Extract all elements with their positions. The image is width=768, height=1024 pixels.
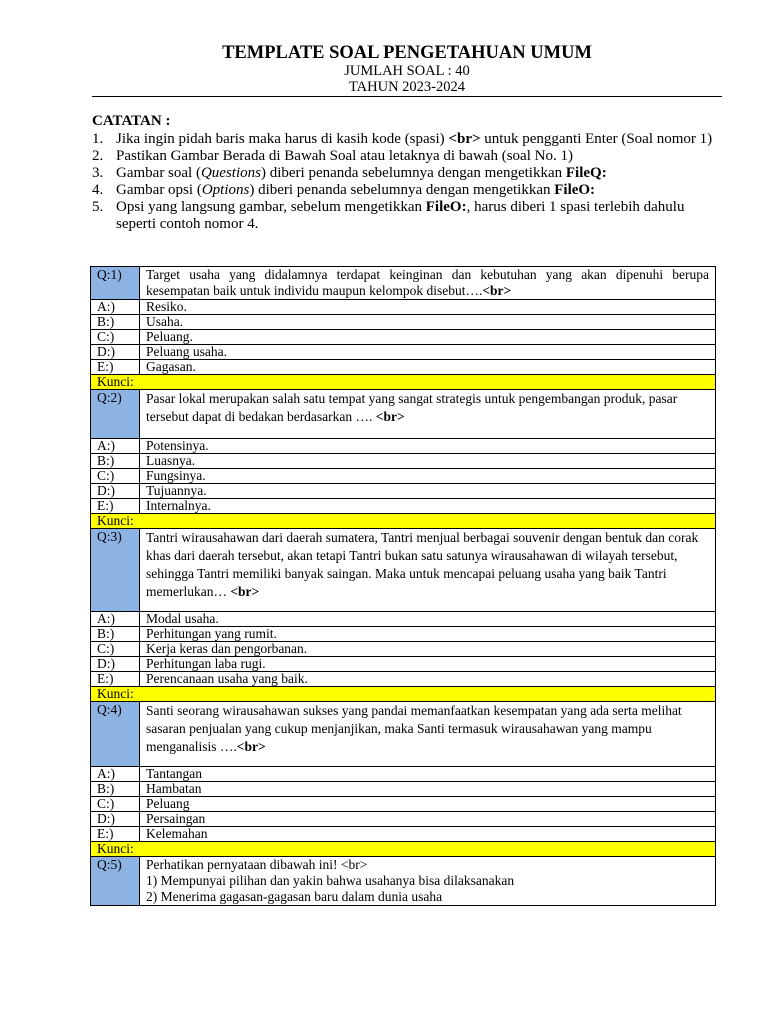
note-number: 3. [92,165,104,181]
option-label: C:) [91,469,140,484]
option-row [91,484,716,499]
note-item [92,165,722,182]
note-number: 4. [92,182,104,198]
option-text: Peluang usaha. [140,345,716,360]
option-label: C:) [91,797,140,812]
answer-key-row [91,842,716,857]
option-text: Tujuannya. [140,484,716,499]
answer-key-row [91,687,716,702]
option-row [91,612,716,627]
note-item [92,148,722,165]
question-label: Q:5) [91,857,140,906]
academic-year: TAHUN 2023-2024 [348,78,466,95]
option-label: E:) [91,827,140,842]
note-number: 1. [92,131,104,147]
option-text: Persaingan [140,812,716,827]
question-row [91,390,716,439]
option-label: D:) [91,657,140,672]
notes-title: CATATAN : [92,113,171,129]
option-text: Potensinya. [140,439,716,454]
note-item [92,131,722,148]
question-label: Q:1) [91,267,140,300]
question-table [90,266,716,906]
option-label: B:) [91,454,140,469]
option-text: Resiko. [140,300,716,315]
option-row [91,657,716,672]
option-row [91,642,716,657]
option-label: B:) [91,627,140,642]
answer-key-label: Kunci: [91,375,716,390]
option-text: Internalnya. [140,499,716,514]
option-label: A:) [91,767,140,782]
note-text: Pastikan Gambar Berada di Bawah Soal atau letaknya di bawah (soal No. 1) [116,148,573,164]
option-label: A:) [91,300,140,315]
question-row [91,857,716,906]
option-label: A:) [91,612,140,627]
option-text: Peluang. [140,330,716,345]
question-label: Q:3) [91,529,140,612]
question-text: Pasar lokal merupakan salah satu tempat yang sangat strategis untuk pengembangan produk, pasar tersebut dapat di bedakan berdasarkan …. <br> [140,390,716,439]
option-text: Luasnya. [140,454,716,469]
option-row [91,672,716,687]
option-row [91,315,716,330]
note-item [92,182,722,199]
option-row [91,627,716,642]
option-text: Kerja keras dan pengorbanan. [140,642,716,657]
note-number: 5. [92,199,104,215]
document-header [92,42,722,95]
option-text: Gagasan. [140,360,716,375]
option-label: D:) [91,812,140,827]
question-text: Target usaha yang didalamnya terdapat keinginan dan kebutuhan yang akan dipenuhi berupa kesempatan baik untuk individu maupun kelompok disebut….<br> [140,267,716,300]
question-count: JUMLAH SOAL : 40 [344,63,470,79]
option-label: D:) [91,484,140,499]
question-text: Tantri wirausahawan dari daerah sumatera, Tantri menjual berbagai souvenir dengan bentuk dan corak khas dari daerah tersebut, akan tetapi Tantri bukan satu satunya wirausahawan di wilayah tersebut, sehingga Tantri memiliki banyak saingan. Maka untuk mencapai peluang usaha yang baik Tantri memerlukan… <br> [140,529,716,612]
note-text: Gambar soal (Questions) diberi penanda sebelumnya dengan mengetikkan FileQ: [116,165,607,181]
document-title: TEMPLATE SOAL PENGETAHUAN UMUM [222,43,592,63]
option-text: Tantangan [140,767,716,782]
notes-section [92,113,722,233]
option-text: Hambatan [140,782,716,797]
question-text: Perhatikan pernyataan dibawah ini! <br> 1) Mempunyai pilihan dan yakin bahwa usahanya bisa dilaksanakan 2) Menerima gagasan-gagasan baru dalam dunia usaha [140,857,716,906]
option-row [91,330,716,345]
question-row [91,529,716,612]
option-label: E:) [91,672,140,687]
question-label: Q:2) [91,390,140,439]
answer-key-label: Kunci: [91,842,716,857]
note-text: Opsi yang langsung gambar, sebelum mengetikkan FileO:, harus diberi 1 spasi terlebih dahulu seperti contoh nomor 4. [116,199,685,232]
option-label: E:) [91,360,140,375]
option-label: D:) [91,345,140,360]
header-divider [92,96,722,97]
answer-key-label: Kunci: [91,514,716,529]
question-row [91,702,716,767]
option-text: Perencanaan usaha yang baik. [140,672,716,687]
option-text: Kelemahan [140,827,716,842]
option-row [91,345,716,360]
note-text: Gambar opsi (Options) diberi penanda sebelumnya dengan mengetikkan FileO: [116,182,596,198]
option-label: B:) [91,782,140,797]
option-text: Perhitungan yang rumit. [140,627,716,642]
option-text: Modal usaha. [140,612,716,627]
question-row [91,267,716,300]
option-label: C:) [91,642,140,657]
notes-list [92,131,722,233]
answer-key-row [91,375,716,390]
option-label: C:) [91,330,140,345]
option-row [91,499,716,514]
option-text: Fungsinya. [140,469,716,484]
option-row [91,360,716,375]
option-row [91,812,716,827]
note-item [92,199,722,233]
option-label: B:) [91,315,140,330]
option-row [91,797,716,812]
answer-key-label: Kunci: [91,687,716,702]
option-label: A:) [91,439,140,454]
option-text: Perhitungan laba rugi. [140,657,716,672]
note-number: 2. [92,148,104,164]
option-row [91,782,716,797]
option-row [91,300,716,315]
note-text: Jika ingin pidah baris maka harus di kasih kode (spasi) <br> untuk pengganti Enter (Soal nomor 1) [116,131,713,147]
answer-key-row [91,514,716,529]
option-text: Usaha. [140,315,716,330]
option-row [91,827,716,842]
question-text: Santi seorang wirausahawan sukses yang pandai memanfaatkan kesempatan yang ada serta melihat sasaran penjualan yang cukup menjanjikan, maka Santi termasuk wirausahawan yang mampu menganalisis ….<br> [140,702,716,767]
option-label: E:) [91,499,140,514]
option-row [91,469,716,484]
option-row [91,454,716,469]
question-label: Q:4) [91,702,140,767]
option-row [91,767,716,782]
option-row [91,439,716,454]
option-text: Peluang [140,797,716,812]
